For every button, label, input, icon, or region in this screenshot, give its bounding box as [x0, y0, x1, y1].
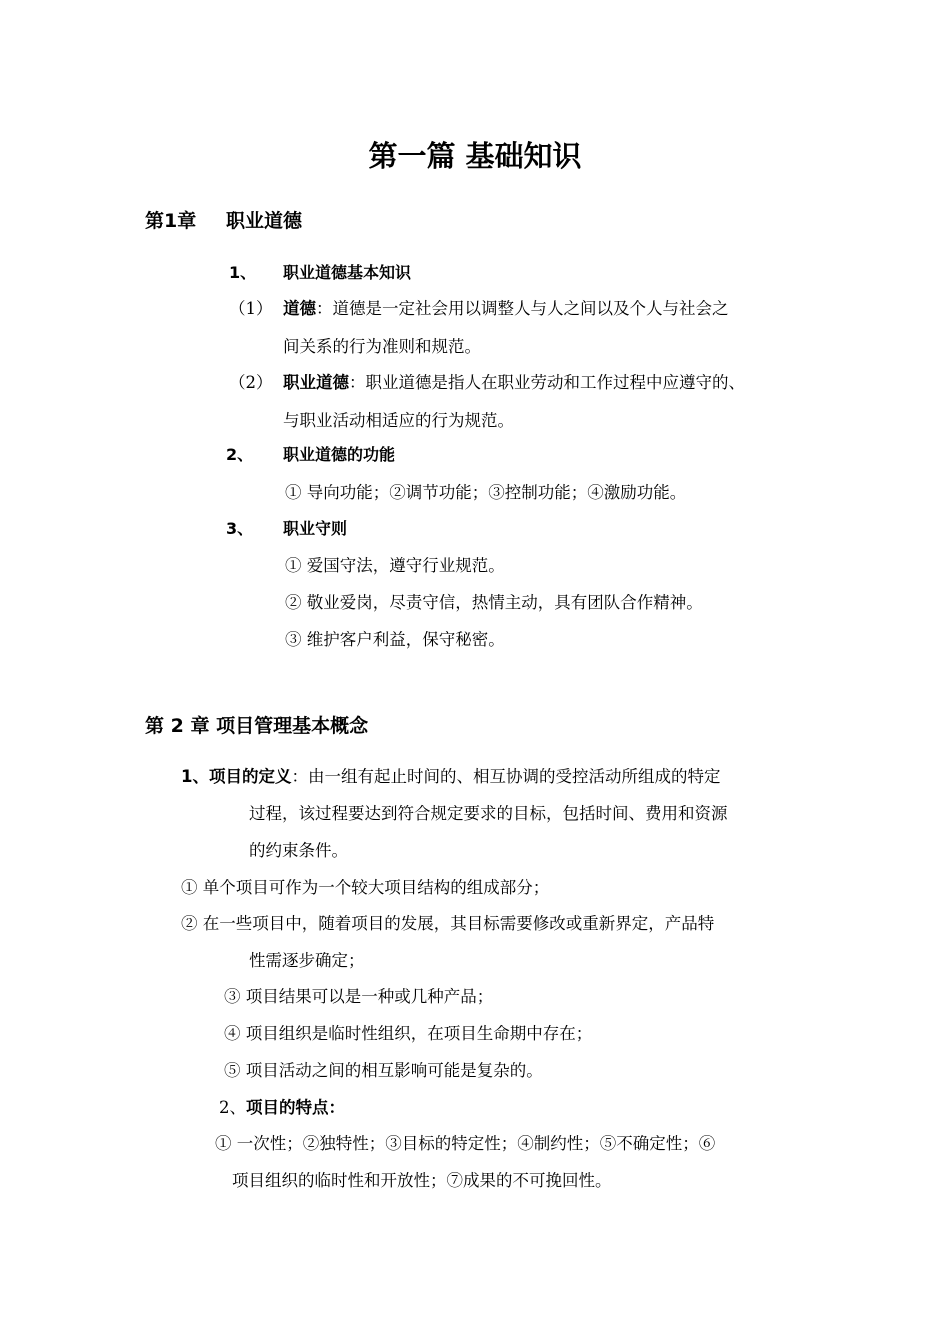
definition-line3: 的约束条件。	[249, 841, 348, 860]
point-2-line2: 性需逐步确定；	[249, 951, 365, 970]
section2-number: 2、	[226, 445, 254, 464]
item2-term: 职业道德	[283, 373, 349, 392]
rule-item: ① 爱国守法，遵守行业规范。	[285, 556, 505, 575]
chapter1-heading-number: 第1章	[145, 210, 197, 232]
rule-item: ② 敬业爱岗，尽责守信，热情主动，具有团队合作精神。	[285, 593, 703, 612]
section1-title: 职业道德基本知识	[283, 263, 412, 282]
definition-line1	[181, 763, 720, 787]
item1-number: （1）	[229, 299, 273, 318]
item2-text: ：职业道德是指人在职业劳动和工作过程中应遵守的、	[349, 373, 745, 392]
definition-text: ：由一组有起止时间的、相互协调的受控活动所组成的特定	[291, 767, 721, 786]
chapter1-heading-text: 职业道德	[226, 210, 303, 232]
point-1: ① 单个项目可作为一个较大项目结构的组成部分；	[181, 878, 550, 897]
item1-term: 道德	[283, 299, 316, 318]
point-3: ③ 项目结果可以是一种或几种产品；	[224, 987, 494, 1006]
item2-number: （2）	[229, 373, 273, 392]
features-heading	[219, 1094, 345, 1118]
definition-number: 1、	[181, 767, 209, 786]
section3-number: 3、	[226, 519, 254, 538]
point-4: ④ 项目组织是临时性组织，在项目生命期中存在；	[224, 1024, 593, 1043]
functions-list: ① 导向功能；②调节功能；③控制功能；④激励功能。	[285, 483, 687, 502]
point-5: ⑤ 项目活动之间的相互影响可能是复杂的。	[224, 1061, 543, 1080]
item1-line2: 间关系的行为准则和规范。	[283, 337, 481, 356]
item2-line2: 与职业活动相适应的行为规范。	[283, 411, 514, 430]
features-line1: ① 一次性；②独特性；③目标的特定性；④制约性；⑤不确定性；⑥	[215, 1134, 716, 1153]
page-title: 第一篇 基础知识	[368, 139, 582, 173]
definition-line2: 过程，该过程要达到符合规定要求的目标，包括时间、费用和资源	[249, 804, 728, 823]
features-line2: 项目组织的临时性和开放性；⑦成果的不可挽回性。	[232, 1171, 612, 1190]
features-term: 项目的特点：	[246, 1098, 345, 1117]
chapter2-heading: 第 2 章 项目管理基本概念	[145, 715, 369, 737]
section1-number: 1、	[229, 263, 257, 282]
rule-item: ③ 维护客户利益，保守秘密。	[285, 630, 505, 649]
definition-term: 项目的定义	[208, 767, 292, 786]
features-number: 2、	[219, 1098, 246, 1117]
section3-title: 职业守则	[283, 519, 348, 538]
section2-title: 职业道德的功能	[283, 445, 396, 464]
item1-text: ：道德是一定社会用以调整人与人之间以及个人与社会之	[316, 299, 729, 318]
item2-line1	[283, 369, 745, 393]
item1-line1	[283, 295, 729, 319]
point-2-line1: ② 在一些项目中，随着项目的发展，其目标需要修改或重新界定，产品特	[181, 914, 715, 933]
